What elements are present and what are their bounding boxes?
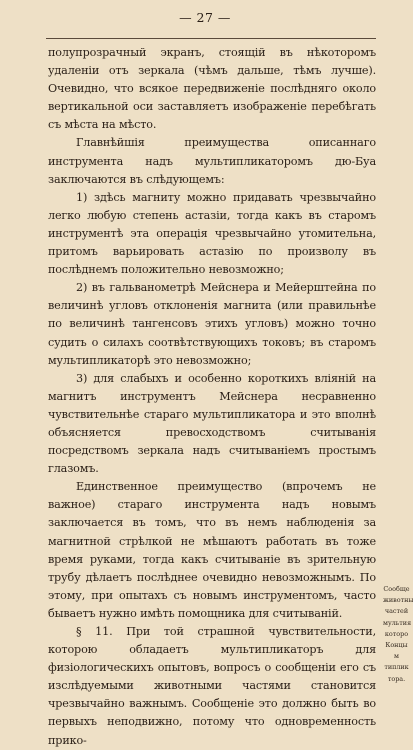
body-text bbox=[48, 44, 376, 750]
paragraph-advantages-intro: Главнѣйшія преимущества описаннаго инструмента надъ мультипликаторомъ дю-Буа заключаются въ слѣдующемъ: bbox=[48, 136, 376, 186]
paragraph-old-instrument: Единственное преимущество (впрочемъ не важное) стараго инструмента надъ новымъ заключается въ томъ, что въ немъ наблюденія за магнитной стрѣлкой не мѣшаютъ работать въ тоже время руками, тогда какъ считываніе въ зрительную трубу дѣлаетъ послѣднее очевидно невозможнымъ. По этому, при опытахъ съ новымъ инструментомъ, часто бываетъ нужно имѣть помощника для считываній. bbox=[48, 480, 376, 620]
paragraph-point-1: 1) здѣсь магниту можно придавать чрезвычайно легко любую степень астазіи, тогда какъ въ старомъ инструментѣ эта операція чрезвычайно утомительна, притомъ варьировать астазію по произволу въ послѣднемъ положительно невозможно; bbox=[48, 190, 376, 277]
paragraph-point-3: 3) для слабыхъ и особенно короткихъ вліяній на магнитъ инструментъ Мейснера несравненно чувствительнѣе стараго мультипликатора и это вполнѣ объясняется превосходствомъ считыванія посредствомъ зеркала надъ считываніемъ простымъ глазомъ. bbox=[48, 371, 376, 476]
section-text: При той страшной чувствительности, которою обладаетъ мультипликаторъ для физіологическихъ опытовъ, вопросъ о сообщеніи его съ изслѣдуемыми животными частями становится чрезвычайно важнымъ. Сообщеніе это должно быть во первыхъ неподвижно, потому что одновременность прико- bbox=[48, 625, 376, 747]
margin-note: Сообще животны частей мультия которо Концы м типлик тора. bbox=[383, 585, 413, 683]
paragraph-point-2: 2) въ гальванометрѣ Мейснера и Мейерштейна по величинѣ угловъ отклоненія магнита (или правильнѣе по величинѣ тангенсовъ этихъ угловъ) можно точно судить о силахъ соотвѣтствующихъ токовъ; въ старомъ мультипликаторѣ это невозможно; bbox=[48, 281, 376, 367]
section-number: § 11. bbox=[76, 625, 113, 638]
section-paragraph bbox=[48, 623, 376, 750]
header-rule bbox=[46, 38, 376, 39]
paragraph-screen: полупрозрачный экранъ, стоящій въ нѣкоторомъ удаленіи отъ зеркала (чѣмъ дальше, тѣмъ лучше). Очевидно, что всякое передвиженіе послѣдняго около вертикальной оси заставляетъ изображеніе перебѣгать съ мѣста на мѣсто. bbox=[48, 46, 376, 132]
page-number: — 27 — bbox=[179, 10, 231, 25]
